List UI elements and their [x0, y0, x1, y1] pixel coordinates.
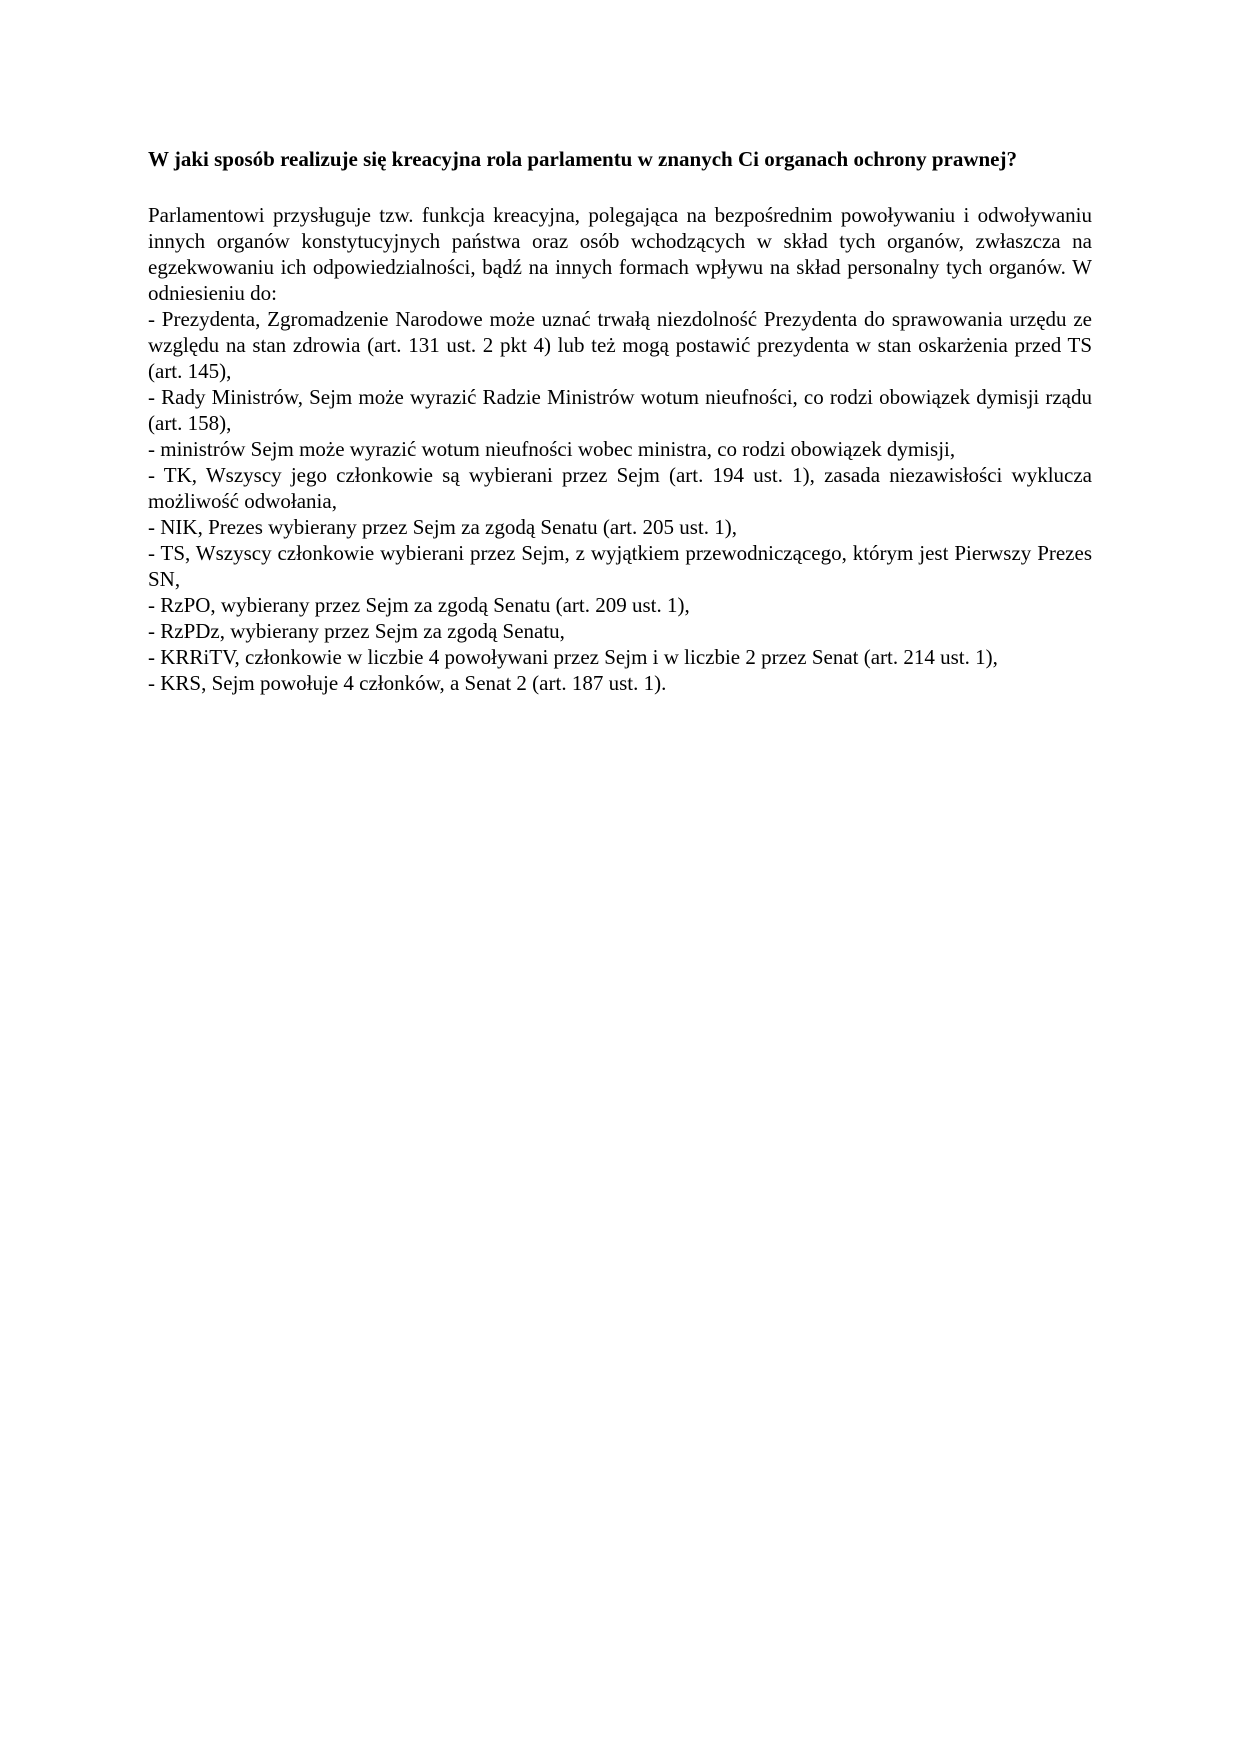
organ-list	[148, 306, 1092, 696]
document-page	[148, 146, 1092, 696]
question-heading: W jaki sposób realizuje się kreacyjna rola parlamentu w znanych Ci organach ochrony prawnej?	[148, 147, 1017, 171]
list-item: - KRS, Sejm powołuje 4 członków, a Senat 2 (art. 187 ust. 1).	[148, 671, 667, 695]
list-item: - KRRiTV, członkowie w liczbie 4 powoływani przez Sejm i w liczbie 2 przez Senat (art. 214 ust. 1),	[148, 645, 998, 669]
list-item: - TS, Wszyscy członkowie wybierani przez Sejm, z wyjątkiem przewodniczącego, którym jest Pierwszy Prezes SN,	[148, 541, 1092, 591]
list-item: - Prezydenta, Zgromadzenie Narodowe może uznać trwałą niezdolność Prezydenta do sprawowania urzędu ze względu na stan zdrowia (art. 131 ust. 2 pkt 4) lub też mogą postawić prezydenta w stan oskarżenia przed TS (art. 145),	[148, 307, 1092, 383]
list-item: - RzPO, wybierany przez Sejm za zgodą Senatu (art. 209 ust. 1),	[148, 593, 690, 617]
list-item: - Rady Ministrów, Sejm może wyrazić Radzie Ministrów wotum nieufności, co rodzi obowiązek dymisji rządu (art. 158),	[148, 385, 1092, 435]
list-item: - ministrów Sejm może wyrazić wotum nieufności wobec ministra, co rodzi obowiązek dymisji,	[148, 437, 956, 461]
list-item: - NIK, Prezes wybierany przez Sejm za zgodą Senatu (art. 205 ust. 1),	[148, 515, 737, 539]
list-item: - TK, Wszyscy jego członkowie są wybierani przez Sejm (art. 194 ust. 1), zasada niezawisłości wyklucza możliwość odwołania,	[148, 463, 1092, 513]
list-item: - RzPDz, wybierany przez Sejm za zgodą Senatu,	[148, 619, 565, 643]
intro-paragraph: Parlamentowi przysługuje tzw. funkcja kreacyjna, polegająca na bezpośrednim powoływaniu i odwoływaniu innych organów konstytucyjnych państwa oraz osób wchodzących w skład tych organów, zwłaszcza na egzekwowaniu ich odpowiedzialności, bądź na innych formach wpływu na skład personalny tych organów. W odniesieniu do:	[148, 203, 1092, 305]
